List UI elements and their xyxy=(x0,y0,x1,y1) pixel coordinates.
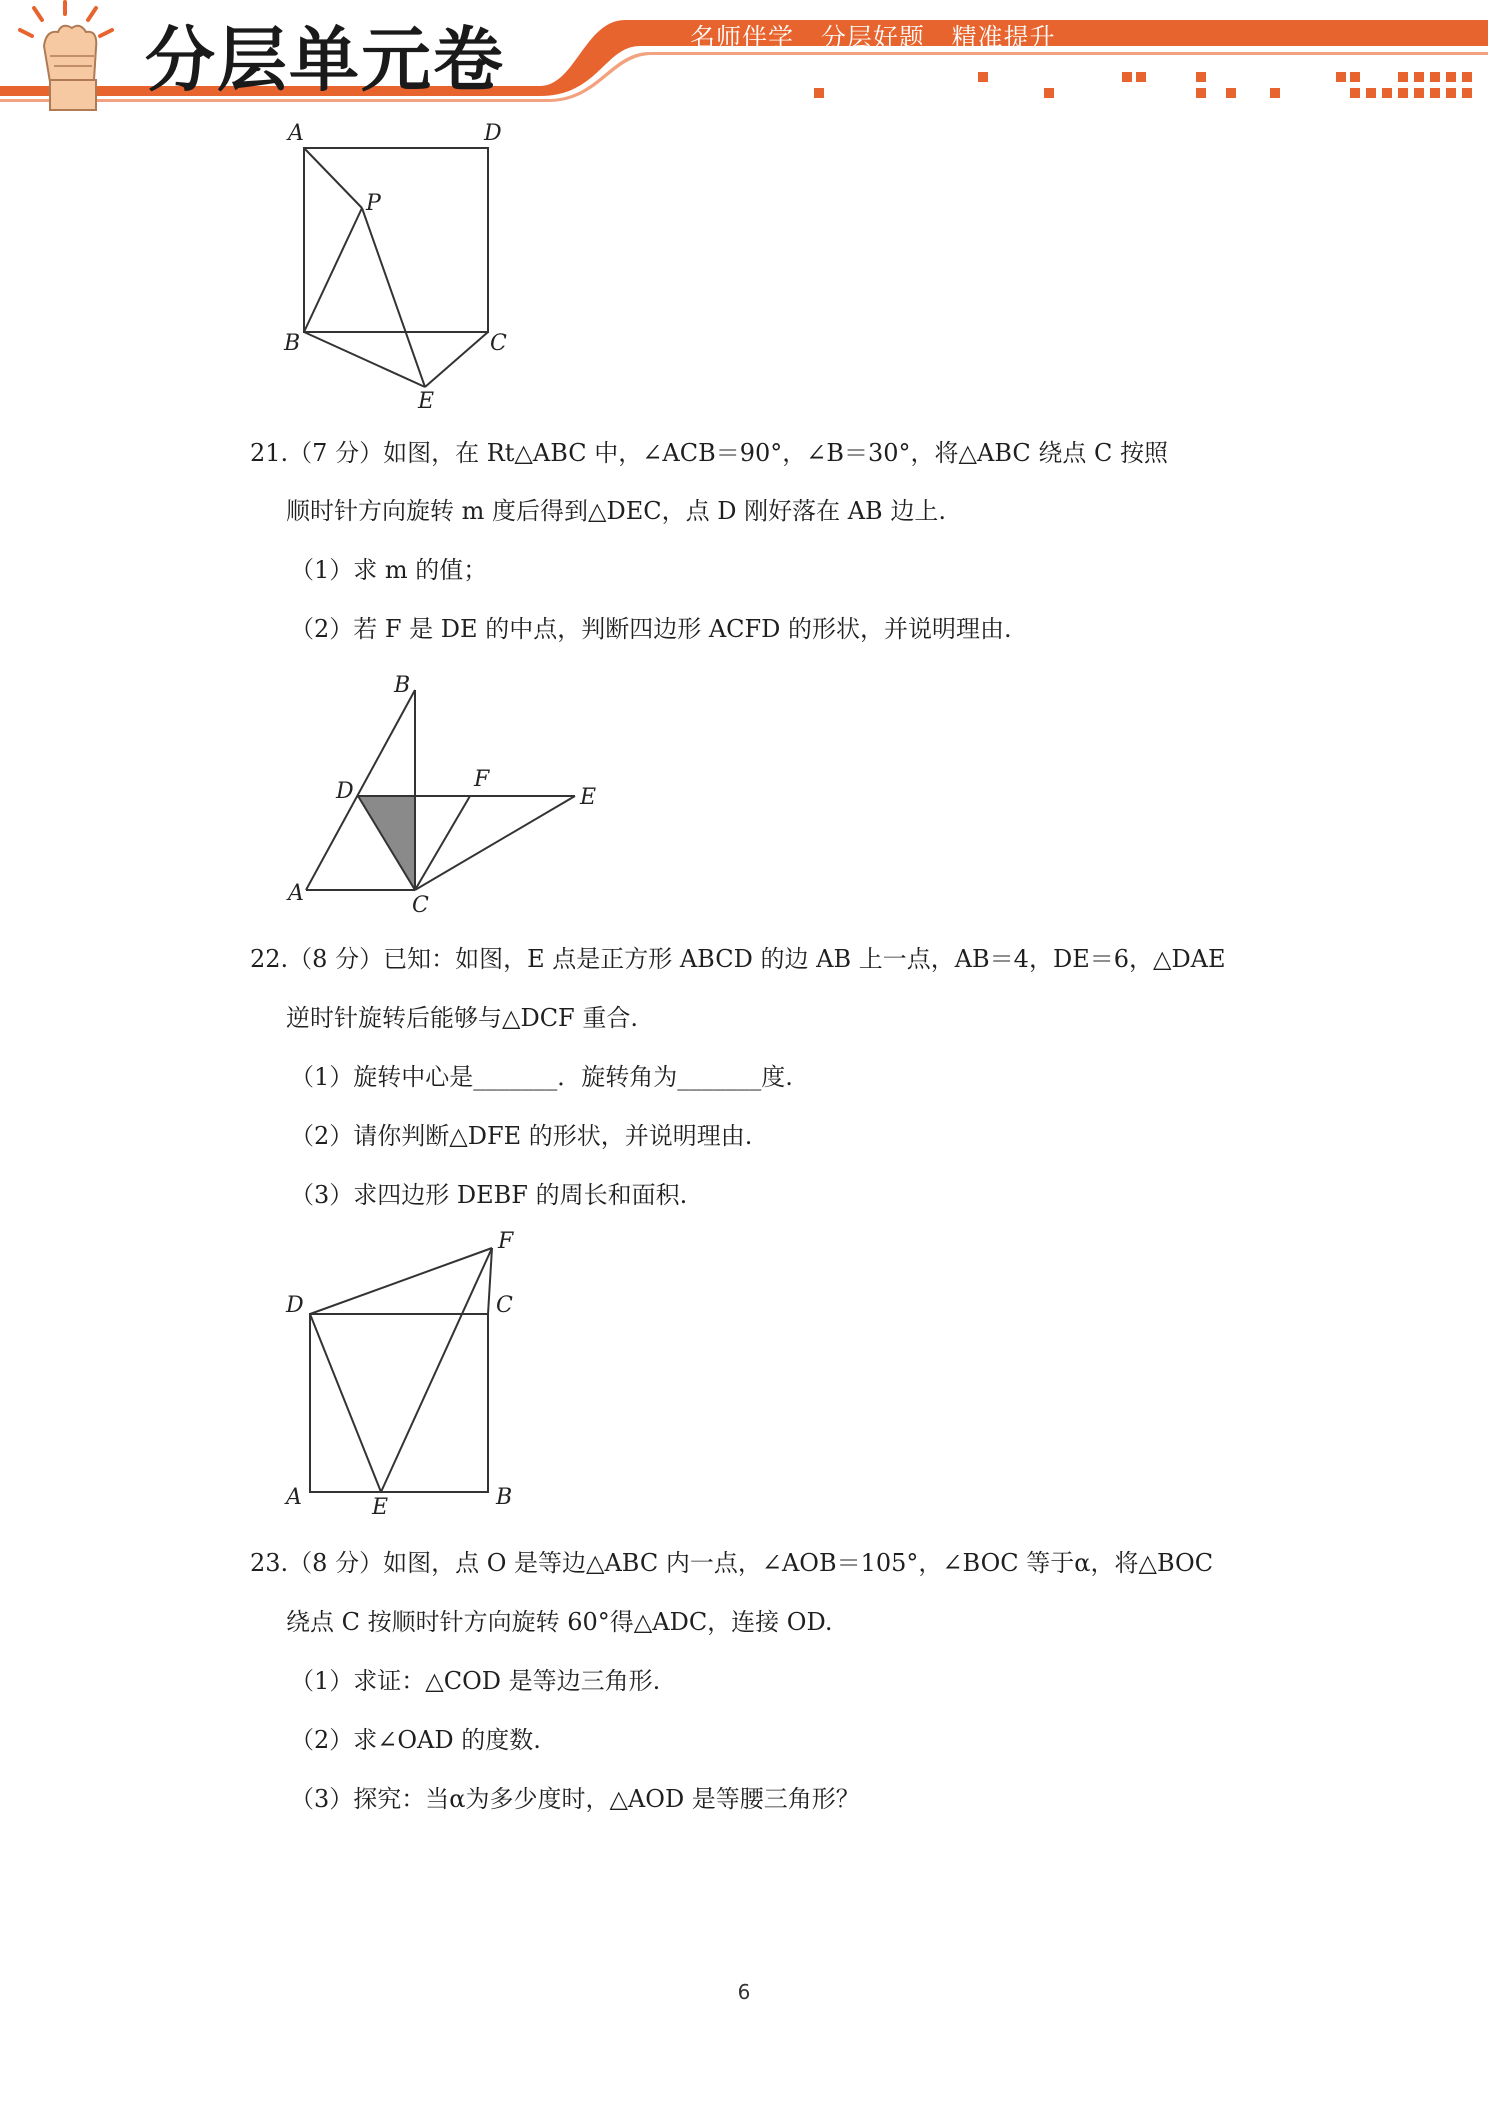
decor-square xyxy=(1270,88,1280,98)
decor-square xyxy=(1382,88,1392,98)
decor-square xyxy=(1446,88,1456,98)
q23-part3: （3）探究：当α为多少度时，△AOD 是等腰三角形？ xyxy=(290,1785,860,1813)
decor-square xyxy=(1446,72,1456,82)
q22-stem-line2: 逆时针旋转后能够与△DCF 重合. xyxy=(286,1004,638,1032)
q22-stem-line1: 22.（8 分）已知：如图，E 点是正方形 ABCD 的边 AB 上一点，AB＝4，DE＝6，△DAE xyxy=(250,945,1226,973)
q23-part2: （2）求∠OAD 的度数. xyxy=(290,1726,541,1754)
decor-square xyxy=(1350,72,1360,82)
q22-part1: （1）旋转中心是_______．旋转角为_______度. xyxy=(290,1063,793,1091)
decor-square xyxy=(1398,88,1408,98)
label-C: C xyxy=(412,893,429,918)
decor-square xyxy=(1462,72,1472,82)
label-D: D xyxy=(484,121,502,146)
label-A: A xyxy=(288,121,304,146)
decor-square xyxy=(814,88,824,98)
decor-square xyxy=(1136,72,1146,82)
q21-stem-line2: 顺时针方向旋转 m 度后得到△DEC，点 D 刚好落在 AB 边上. xyxy=(286,497,946,525)
label-E: E xyxy=(418,389,435,414)
label-A: A xyxy=(286,1485,302,1510)
page-header xyxy=(0,0,1488,115)
decor-square xyxy=(1122,72,1132,82)
header-slogan: 名师伴学 分层好题 精准提升 xyxy=(690,23,1056,52)
decor-square xyxy=(1462,88,1472,98)
q23-stem-line1: 23.（8 分）如图，点 O 是等边△ABC 内一点，∠AOB＝105°，∠BOC 等于α，将△BOC xyxy=(250,1549,1214,1577)
label-E: E xyxy=(372,1495,389,1520)
decor-square xyxy=(1350,88,1360,98)
decor-square xyxy=(1414,88,1424,98)
label-B: B xyxy=(394,673,411,698)
q22-part3: （3）求四边形 DEBF 的周长和面积. xyxy=(290,1181,688,1209)
figure-q20 xyxy=(280,120,520,420)
label-P: P xyxy=(366,191,381,216)
figure-q21 xyxy=(280,668,620,918)
q21-part2: （2）若 F 是 DE 的中点，判断四边形 ACFD 的形状，并说明理由. xyxy=(290,615,1012,643)
label-F: F xyxy=(474,767,490,792)
fist-logo-icon xyxy=(10,0,130,115)
q23-stem-line2: 绕点 C 按顺时针方向旋转 60°得△ADC，连接 OD. xyxy=(286,1608,833,1636)
label-E: E xyxy=(580,785,597,810)
page-number: 6 xyxy=(737,1980,751,2004)
q22-part2: （2）请你判断△DFE 的形状，并说明理由. xyxy=(290,1122,753,1150)
figure-q22 xyxy=(280,1230,540,1520)
decor-square xyxy=(978,72,988,82)
decor-square xyxy=(1398,72,1408,82)
label-B: B xyxy=(496,1485,513,1510)
brand-title: 分层单元卷 xyxy=(145,19,505,101)
decor-square xyxy=(1226,88,1236,98)
label-B: B xyxy=(284,331,301,356)
decor-square xyxy=(1196,72,1206,82)
label-F: F xyxy=(498,1230,514,1254)
decor-square xyxy=(1336,72,1346,82)
decor-square xyxy=(1044,88,1054,98)
decor-square xyxy=(1430,72,1440,82)
decor-square xyxy=(1430,88,1440,98)
label-A: A xyxy=(288,881,304,906)
q23-part1: （1）求证：△COD 是等边三角形. xyxy=(290,1667,661,1695)
q21-stem-line1: 21.（7 分）如图，在 Rt△ABC 中，∠ACB＝90°，∠B＝30°，将△ABC 绕点 C 按照 xyxy=(250,439,1169,467)
label-C: C xyxy=(496,1293,513,1318)
decor-square xyxy=(1366,88,1376,98)
q21-part1: （1）求 m 的值； xyxy=(290,556,488,584)
label-D: D xyxy=(286,1293,304,1318)
decor-square xyxy=(1196,88,1206,98)
label-D: D xyxy=(336,779,354,804)
label-C: C xyxy=(490,331,507,356)
decor-square xyxy=(1414,72,1424,82)
